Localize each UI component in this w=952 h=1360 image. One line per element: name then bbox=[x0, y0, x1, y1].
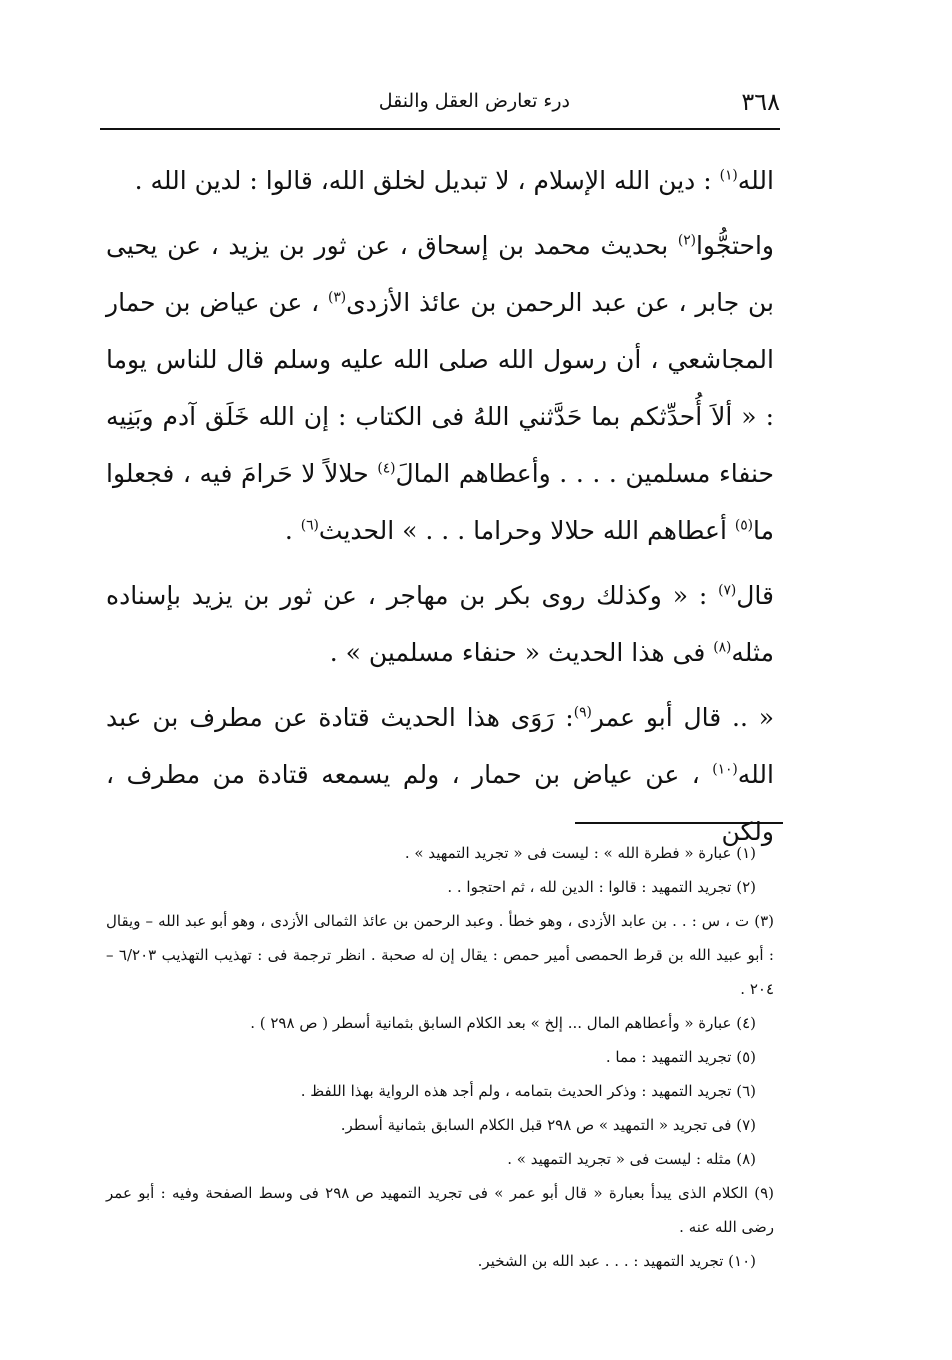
paragraph-text: قال bbox=[736, 581, 774, 610]
paragraph-text: واحتجُّوا bbox=[695, 231, 774, 260]
footnote-reference[interactable]: (٤) bbox=[377, 460, 396, 477]
footnote: (٣) ت ، س : . . بن عابد الأزدى ، وهو خطأ . وعبد الرحمن بن عائذ الثمالى الأزدى ، وهو أبو عبد الله – ويقال : أبو عبيد الله بن قرط الحمصى أمير حمص : يقال إن له صحبة . انظر ترجمة فى : تهذيب التهذيب ٦/٢٠٣ – ٢٠٤ . bbox=[106, 912, 774, 998]
paragraph bbox=[106, 152, 774, 209]
footnote-reference[interactable]: (١) bbox=[719, 167, 738, 184]
footnote-reference[interactable]: (٢) bbox=[677, 232, 696, 249]
footnote: (٧) فى تجريد « التمهيد » ص ٢٩٨ قبل الكلام السابق بثمانية أسطر. bbox=[340, 1116, 756, 1134]
page-header bbox=[100, 88, 780, 128]
footnote: (١٠) تجريد التمهيد : . . . عبد الله بن الشخير. bbox=[477, 1252, 756, 1270]
paragraph bbox=[106, 567, 774, 681]
footnote-reference[interactable]: (٨) bbox=[713, 639, 732, 656]
footnote: (٨) مثله : ليست فى « تجريد التمهيد » . bbox=[507, 1150, 756, 1168]
paragraph-text: ، عن عياض بن حمار المجاشعي ، أن رسول الله صلى الله عليه وسلم قال للناس يوما : « ألاَ أُحدِّثكم بما حَدَّثني اللهُ فى الكتاب : إن الله خَلَق آدم وبَنِيه حنفاء مسلمين . . . . وأعطاهم المالَ bbox=[106, 288, 775, 488]
footnote-reference[interactable]: (٩) bbox=[573, 704, 592, 721]
page-number: ٣٦٨ bbox=[741, 88, 780, 116]
running-title: درء تعارض العقل والنقل bbox=[378, 90, 570, 112]
paragraph-text: ، عن عياض بن حمار ، ولم يسمعه قتادة من مطرف ، ولكن bbox=[106, 760, 774, 846]
footnote-separator bbox=[575, 822, 783, 824]
footnote: (٤) عبارة « وأعطاهم المال ... إلخ » بعد الكلام السابق بثمانية أسطر ( ص ٢٩٨ ) . bbox=[250, 1014, 756, 1032]
header-rule bbox=[100, 128, 780, 130]
paragraph-text: : « وكذلك روى بكر بن مهاجر ، عن ثور بن يزيد بإسناده مثله bbox=[106, 581, 774, 667]
footnote: (٦) تجريد التمهيد : وذكر الحديث بتمامه ، ولم أجد هذه الرواية بهذا اللفظ . bbox=[300, 1082, 756, 1100]
paragraph-text: : رَوَى هذا الحديث قتادة عن مطرف بن عبد الله bbox=[106, 703, 774, 789]
paragraph-text: حلالاً لا حَرامَ فيه ، فجعلوا ما bbox=[106, 459, 774, 545]
paragraph bbox=[106, 689, 774, 860]
footnote: (١) عبارة « فطرة الله » : ليست فى « تجريد التمهيد » . bbox=[404, 844, 756, 862]
footnote-reference[interactable]: (٧) bbox=[718, 582, 737, 599]
paragraph bbox=[106, 217, 774, 559]
footnotes bbox=[106, 836, 774, 1278]
footnote-reference[interactable]: (١٠) bbox=[712, 761, 738, 778]
footnote: (٢) تجريد التمهيد : قالوا : الدين لله ، ثم احتجوا . . bbox=[447, 878, 756, 896]
paragraph-text: « .. قال أبو عمر bbox=[591, 703, 774, 732]
footnote-reference[interactable]: (٣) bbox=[328, 289, 347, 306]
paragraph-text: الله bbox=[737, 166, 774, 195]
paragraph-text: أعطاهم الله حلالا وحراما . . . » الحديث bbox=[318, 516, 735, 545]
paragraph-text: فى هذا الحديث « حنفاء مسلمين » . bbox=[329, 638, 714, 667]
footnote-reference[interactable]: (٥) bbox=[734, 517, 753, 534]
paragraph-text: . bbox=[284, 516, 301, 545]
footnote: (٩) الكلام الذى يبدأ بعبارة « قال أبو عمر » فى تجريد التمهيد ص ٢٩٨ فى وسط الصفحة وفيه : أبو عمر رضى الله عنه . bbox=[106, 1184, 775, 1236]
paragraph-text: بحديث محمد بن إسحاق ، عن ثور بن يزيد ، عن يحيى بن جابر ، عن عبد الرحمن بن عائذ الأزدى bbox=[106, 231, 774, 317]
footnote: (٥) تجريد التمهيد : مما . bbox=[605, 1048, 756, 1066]
main-text bbox=[106, 152, 774, 868]
paragraph-text: : دين الله الإسلام ، لا تبديل لخلق الله، قالوا : لدين الله . bbox=[134, 166, 720, 195]
footnote-reference[interactable]: (٦) bbox=[300, 517, 319, 534]
